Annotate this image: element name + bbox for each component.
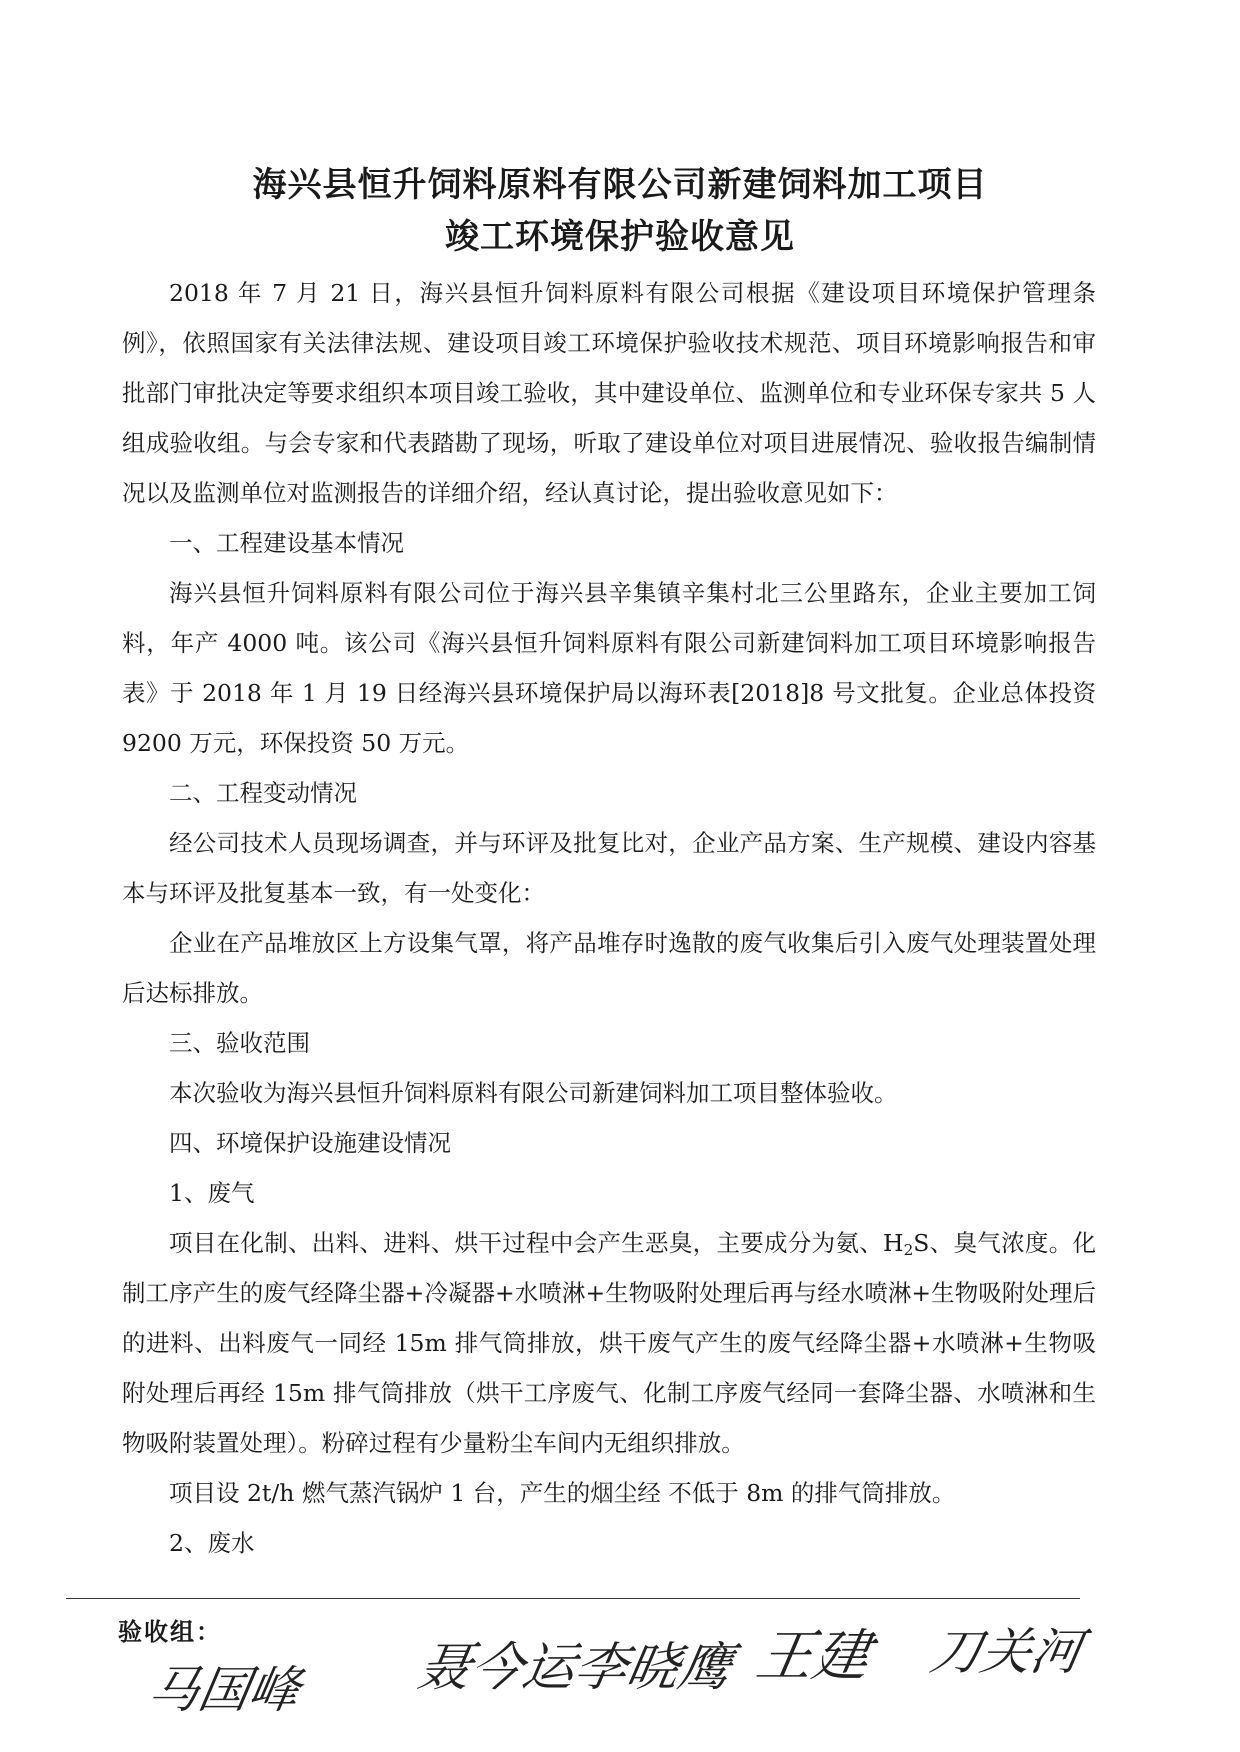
section-heading-scope: 三、验收范围 [169, 1029, 310, 1057]
signature-2 [413, 1625, 738, 1700]
signature-4: 刀关河 [926, 1623, 1087, 1681]
section-heading-changes: 二、工程变动情况 [169, 779, 357, 807]
intro-paragraph: 2018 年 7 月 21 日，海兴县恒升饲料原料有限公司根据《建设项目环境保护管理条例》，依照国家有关法律法规、建设项目竣工环境保护验收技术规范、项目环境影响报告和审批部门审批决定等要求组织本项目竣工验收，其中建设单位、监测单位和专业环保专家共 5 人组成验收组。与会专家和代表踏勘了现场，听取了建设单位对项目进展情况、验收报告编制情况以及监测单位对监测报告的详细介绍，经认真讨论，提出验收意见如下： [122, 279, 1096, 507]
document-title-line1: 海兴县恒升饲料原料有限公司新建饲料加工项目 [252, 165, 988, 205]
exhaust-text-start: 项目在化制、出料、进料、烘干过程中会产生恶臭，主要成分为氨、H [169, 1229, 904, 1257]
section-heading-facilities: 四、环境保护设施建设情况 [169, 1129, 451, 1157]
signature-1: 马国峰 [144, 1661, 305, 1719]
footer-divider [66, 1598, 1080, 1599]
h2s-subscript: 2 [903, 1240, 914, 1259]
signature-2a: 聂今运 [413, 1638, 581, 1698]
exhaust-paragraph [122, 1218, 1096, 1468]
exhaust-text-rest: S、臭气浓度。化制工序产生的废气经降尘器+冷凝器+水喷淋+生物吸附处理后再与经水喷淋+生物吸附处理后的进料、出料废气一同经 15m 排气筒排放，烘干废气产生的废气经降尘器+水喷淋+生物吸附处理后再经 15m 排气筒排放（烘干工序废气、化制工序废气经同一套降尘器、水喷淋和生物吸附装置处理）。粉碎过程有少量粉尘车间内无组织排放。 [122, 1229, 1096, 1457]
signature-2b: 李晓鹰 [569, 1638, 737, 1698]
changes-paragraph: 经公司技术人员现场调查，并与环评及批复比对，企业产品方案、生产规模、建设内容基本与环评及批复基本一致，有一处变化： [122, 829, 1096, 907]
boiler-paragraph: 项目设 2t/h 燃气蒸汽锅炉 1 台，产生的烟尘经 不低于 8m 的排气筒排放。 [169, 1479, 956, 1507]
signature-3: 王建 [751, 1624, 875, 1689]
document-body [122, 268, 1096, 1568]
document-title-line2: 竣工环境保护验收意见 [445, 217, 795, 257]
acceptance-group-label: 验收组： [118, 1618, 222, 1646]
subsection-heading-wastewater: 2、废水 [169, 1529, 255, 1557]
changes-detail-paragraph: 企业在产品堆放区上方设集气罩，将产品堆存时逸散的废气收集后引入废气处理装置处理后达标排放。 [122, 929, 1096, 1007]
basic-info-paragraph: 海兴县恒升饲料原料有限公司位于海兴县辛集镇辛集村北三公里路东，企业主要加工饲料，年产 4000 吨。该公司《海兴县恒升饲料原料有限公司新建饲料加工项目环境影响报告表》于 2018 年 1 月 19 日经海兴县环境保护局以海环表[2018]8 号文批复。企业总体投资 9200 万元，环保投资 50 万元。 [122, 579, 1096, 757]
scope-paragraph: 本次验收为海兴县恒升饲料原料有限公司新建饲料加工项目整体验收。 [169, 1079, 898, 1107]
section-heading-basic: 一、工程建设基本情况 [169, 529, 404, 557]
subsection-heading-exhaust: 1、废气 [169, 1179, 255, 1207]
